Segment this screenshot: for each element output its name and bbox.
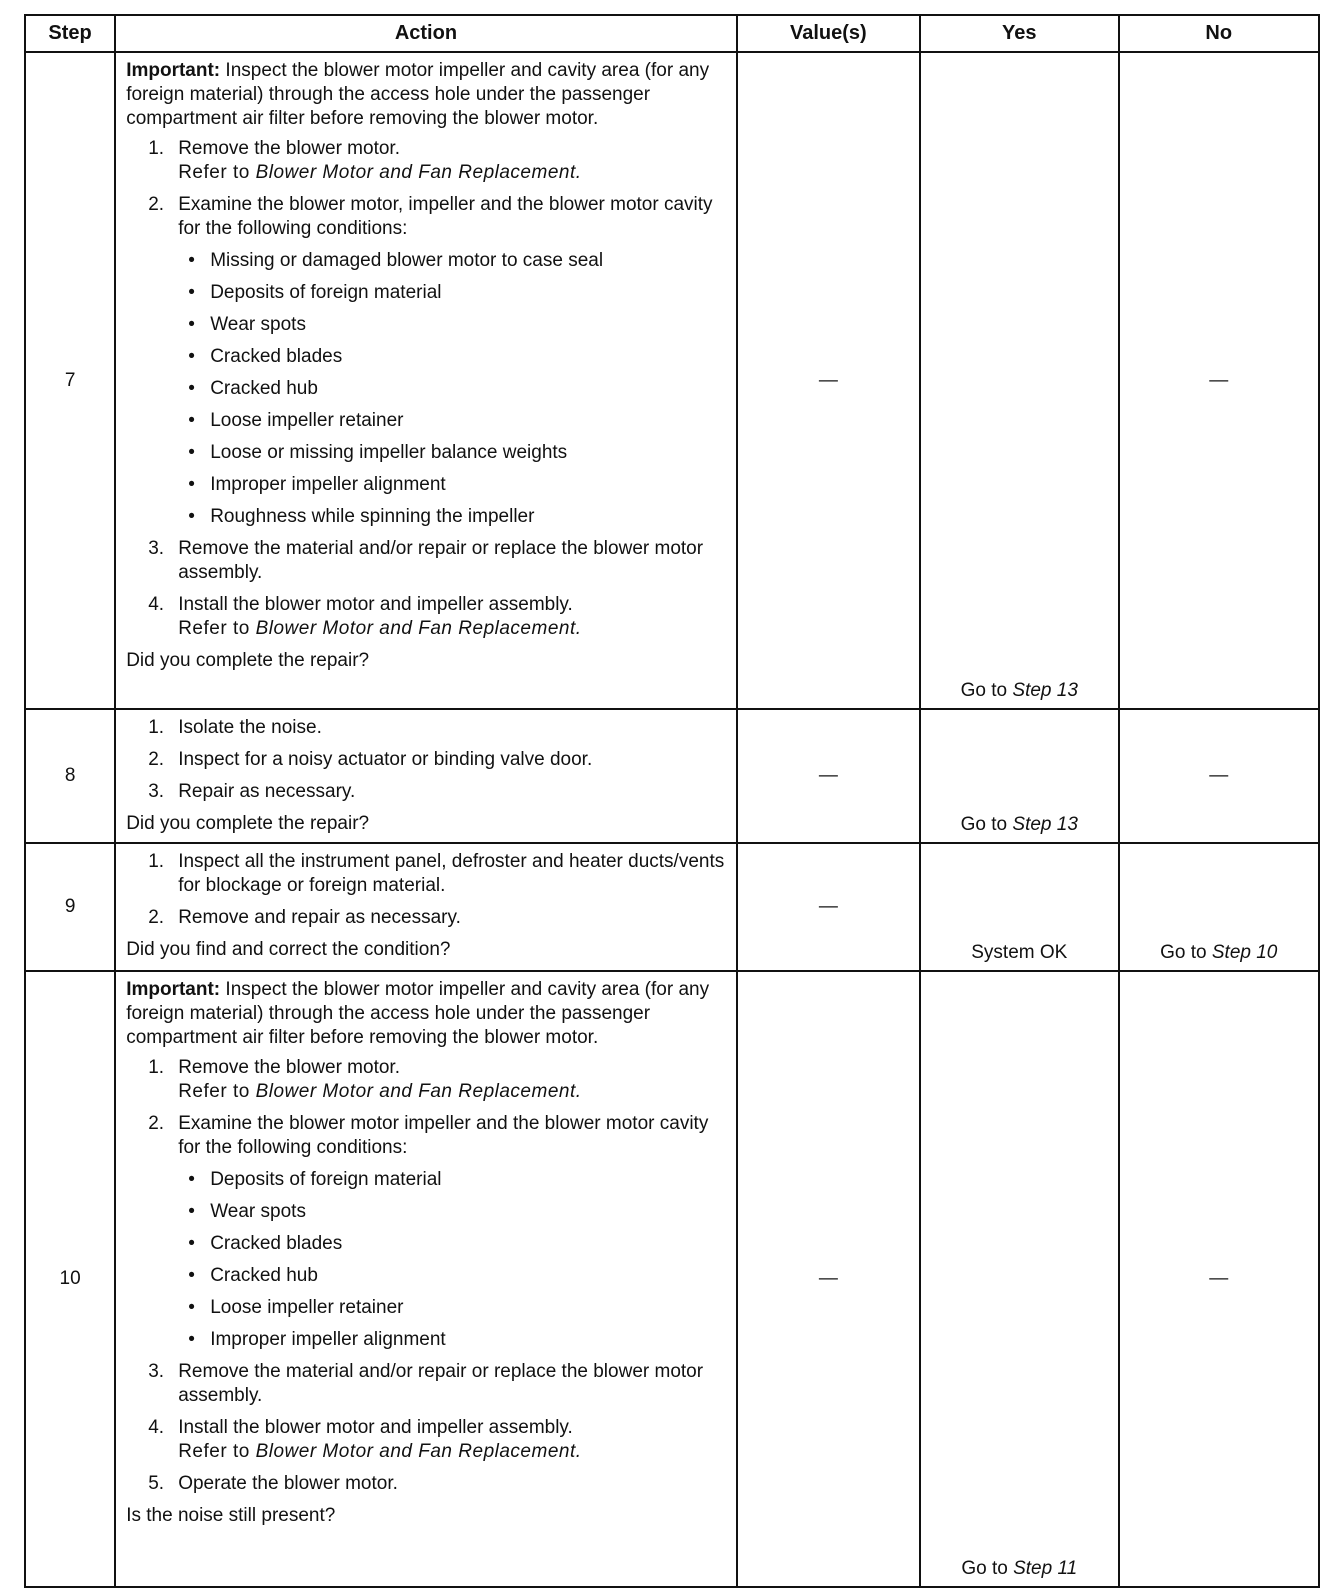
question-text: Did you complete the repair? [126, 650, 370, 671]
action-item: 3. Repair as necessary. [148, 781, 356, 802]
action-cell [115, 709, 736, 843]
yes-link[interactable]: Go to Step 13 [960, 680, 1078, 701]
action-item: 4. Install the blower motor and impeller assembly. [148, 1417, 573, 1438]
value-cell: — [737, 52, 920, 709]
diagnostic-table [24, 14, 1320, 1588]
yes-link[interactable]: Go to Step 11 [961, 1558, 1078, 1579]
refer-line: Refer to Blower Motor and Fan Replacement. [178, 1441, 582, 1462]
condition-bullet: • Missing or damaged blower motor to case seal [188, 250, 604, 271]
yes-cell [920, 709, 1118, 843]
condition-bullet: • Cracked blades [188, 346, 343, 367]
condition-bullet: • Loose or missing impeller balance weights [188, 442, 568, 463]
refer-link[interactable]: Blower Motor and Fan Replacement. [255, 162, 582, 183]
condition-bullet: • Cracked blades [188, 1233, 343, 1254]
step-number: 8 [25, 709, 115, 843]
condition-bullet: • Roughness while spinning the impeller [188, 506, 535, 527]
question-text: Did you find and correct the condition? [126, 939, 451, 960]
action-item: 3. Remove the material and/or repair or replace the blower motor assembly. [148, 1361, 704, 1406]
action-item: 1. Remove the blower motor. [148, 138, 400, 159]
question-text: Is the noise still present? [126, 1505, 336, 1526]
header-no: No [1119, 15, 1319, 52]
important-note [126, 59, 727, 131]
table-row-step-7 [25, 52, 1319, 709]
condition-bullet: • Improper impeller alignment [188, 1329, 446, 1350]
header-values: Value(s) [737, 15, 920, 52]
table-row-step-9 [25, 843, 1319, 971]
refer-link[interactable]: Blower Motor and Fan Replacement. [255, 1081, 582, 1102]
table-row-step-10 [25, 971, 1319, 1587]
action-item: 4. Install the blower motor and impeller assembly. [148, 594, 573, 615]
condition-bullet: • Deposits of foreign material [188, 282, 442, 303]
refer-line: Refer to Blower Motor and Fan Replacement. [178, 618, 582, 639]
step-number: 10 [25, 971, 115, 1587]
refer-link[interactable]: Blower Motor and Fan Replacement. [255, 1441, 582, 1462]
question-text: Did you complete the repair? [126, 813, 370, 834]
action-item: 3. Remove the material and/or repair or replace the blower motor assembly. [148, 538, 704, 583]
yes-cell [920, 843, 1118, 971]
yes-system-ok: System OK [971, 942, 1068, 963]
condition-bullet: • Deposits of foreign material [188, 1169, 442, 1190]
action-item: 2. Inspect for a noisy actuator or binding valve door. [148, 749, 593, 770]
no-cell: — [1119, 971, 1319, 1587]
yes-cell [920, 971, 1118, 1587]
condition-bullet: • Wear spots [188, 314, 306, 335]
condition-bullet: • Cracked hub [188, 1265, 318, 1286]
condition-bullet: • Loose impeller retainer [188, 1297, 404, 1318]
no-cell: — [1119, 709, 1319, 843]
no-cell: — [1119, 52, 1319, 709]
header-action: Action [115, 15, 736, 52]
condition-bullet: • Cracked hub [188, 378, 318, 399]
step-number: 9 [25, 843, 115, 971]
step-number: 7 [25, 52, 115, 709]
table-row-step-8 [25, 709, 1319, 843]
important-label: Important: [126, 60, 221, 81]
important-text: Inspect the blower motor impeller and cavity area (for any foreign material) through the access hole under the passenger compartment air filter before removing the blower motor. [126, 60, 710, 129]
condition-bullet: • Wear spots [188, 1201, 306, 1222]
important-text: Inspect the blower motor impeller and cavity area (for any foreign material) through the access hole under the passenger compartment air filter before removing the blower motor. [126, 979, 710, 1048]
action-item: 2. Remove and repair as necessary. [148, 907, 461, 928]
value-cell: — [737, 843, 920, 971]
no-cell [1119, 843, 1319, 971]
action-item: 2. Examine the blower motor impeller and the blower motor cavity for the following conditions: [148, 1113, 709, 1158]
value-cell: — [737, 971, 920, 1587]
action-cell [115, 971, 736, 1587]
action-item: 5. Operate the blower motor. [148, 1473, 398, 1494]
condition-bullet: • Loose impeller retainer [188, 410, 404, 431]
yes-cell [920, 52, 1118, 709]
header-step: Step [25, 15, 115, 52]
important-label: Important: [126, 979, 221, 1000]
no-link[interactable]: Go to Step 10 [1160, 942, 1278, 963]
yes-link[interactable]: Go to Step 13 [960, 814, 1078, 835]
action-item: 1. Inspect all the instrument panel, defroster and heater ducts/vents for blockage or foreign material. [148, 851, 725, 896]
condition-bullet: • Improper impeller alignment [188, 474, 446, 495]
refer-line: Refer to Blower Motor and Fan Replacement. [178, 1081, 582, 1102]
header-yes: Yes [920, 15, 1118, 52]
value-cell: — [737, 709, 920, 843]
action-cell [115, 52, 736, 709]
header-row [25, 15, 1319, 52]
action-item: 2. Examine the blower motor, impeller and the blower motor cavity for the following conditions: [148, 194, 713, 239]
important-note [126, 978, 727, 1050]
refer-line: Refer to Blower Motor and Fan Replacement. [178, 162, 582, 183]
action-item: 1. Isolate the noise. [148, 717, 322, 738]
action-item: 1. Remove the blower motor. [148, 1057, 400, 1078]
action-cell [115, 843, 736, 971]
refer-link[interactable]: Blower Motor and Fan Replacement. [255, 618, 582, 639]
